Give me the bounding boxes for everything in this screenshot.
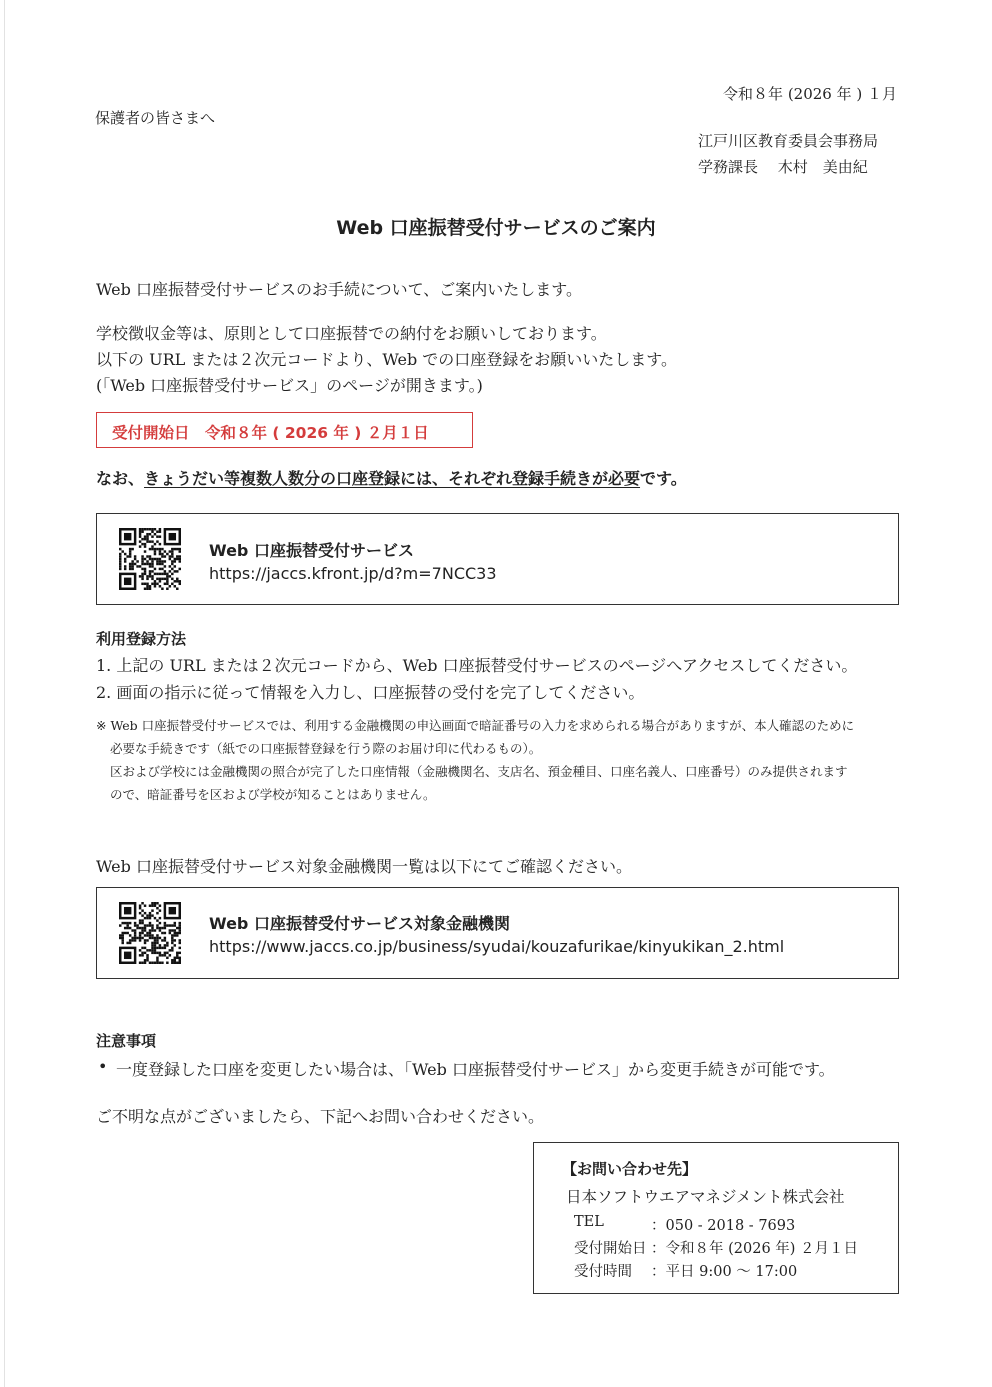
closing-text: ご不明な点がございましたら、下記へお問い合わせください。: [96, 1107, 545, 1126]
caution-item: 一度登録した口座を変更したい場合は、「Web 口座振替受付サービス」から変更手続きが可能です。: [116, 1060, 835, 1079]
body-line-2: 以下の URL または２次元コードより、Web での口座登録をお願いいたします。: [96, 350, 677, 369]
contact-box: [533, 1142, 899, 1294]
recipient: 保護者の皆さまへ: [95, 109, 216, 127]
contact-hours: ：平日 9:00 ～ 17:00: [651, 1264, 798, 1280]
qr-code-icon[interactable]: [119, 528, 181, 590]
body-line-3: (「Web 口座振替受付サービス」のページが開きます。): [96, 376, 483, 395]
contact-row-label: TEL: [574, 1214, 604, 1230]
note-line-3: 区および学校には金融機関の照合が完了した口座情報（金融機関名、支店名、預金種目、口座名義人、口座番号）のみ提供されます: [110, 764, 848, 779]
contact-phone[interactable]: ：050 - 2018 - 7693: [651, 1218, 796, 1234]
bank-list-url-link[interactable]: https://www.jaccs.co.jp/business/syudai/kouzafurikae/kinyukikan_2.html: [209, 937, 785, 956]
page-edge: [4, 0, 5, 1387]
bank-box-title: Web 口座振替受付サービス対象金融機関: [209, 914, 510, 933]
contact-company: 日本ソフトウエアマネジメント株式会社: [566, 1188, 845, 1206]
bank-list-intro: Web 口座振替受付サービス対象金融機関一覧は以下にてご確認ください。: [96, 857, 632, 876]
qr-code-icon[interactable]: [119, 902, 181, 964]
bank-box: [96, 887, 899, 979]
sender-person: 学務課長 木村 美由紀: [698, 158, 868, 176]
service-box: [96, 513, 899, 605]
caution-bullet: •: [98, 1057, 108, 1076]
start-date-notice: [96, 412, 473, 448]
registration-step-2: 2. 画面の指示に従って情報を入力し、口座振替の受付を完了してください。: [96, 683, 645, 702]
contact-heading: 【お問い合わせ先】: [562, 1160, 698, 1178]
note-line-2: 必要な手続きです（紙での口座振替登録を行う際のお届け印に代わるもの）。: [110, 741, 542, 756]
registration-step-1: 1. 上記の URL または２次元コードから、Web 口座振替受付サービスのページへアクセスしてください。: [96, 656, 858, 675]
intro-text: Web 口座振替受付サービスのお手続について、ご案内いたします。: [96, 280, 583, 299]
issue-date: 令和８年 (2026 年 ) １月: [723, 85, 897, 103]
service-title: Web 口座振替受付サービス: [209, 541, 414, 560]
caution-heading: 注意事項: [96, 1032, 157, 1050]
sibling-note-suffix: です。: [640, 469, 687, 488]
contact-row-label: 受付時間: [574, 1264, 632, 1280]
start-date-text: 受付開始日 令和８年 ( 2026 年 ) ２月１日: [112, 424, 429, 442]
contact-start-date: ：令和８年 (2026 年) ２月１日: [651, 1241, 859, 1257]
contact-row-label: 受付開始日: [574, 1241, 647, 1257]
service-url-link[interactable]: https://jaccs.kfront.jp/d?m=7NCC33: [209, 564, 497, 583]
sender-org: 江戸川区教育委員会事務局: [698, 132, 879, 150]
sibling-note-emphasis: きょうだい等複数人数分の口座登録には、それぞれ登録手続きが必要: [144, 469, 641, 488]
note-line-4: ので、暗証番号を区および学校が知ることはありません。: [110, 787, 436, 802]
sibling-note: [96, 466, 687, 489]
registration-heading: 利用登録方法: [96, 630, 187, 648]
note-line-1: ※ Web 口座振替受付サービスでは、利用する金融機関の申込画面で暗証番号の入力を求められる場合がありますが、本人確認のために: [96, 718, 855, 733]
body-line-1: 学校徴収金等は、原則として口座振替での納付をお願いしております。: [96, 324, 607, 343]
sibling-note-prefix: なお、: [96, 469, 145, 488]
page-title: Web 口座振替受付サービスのご案内: [336, 217, 656, 239]
